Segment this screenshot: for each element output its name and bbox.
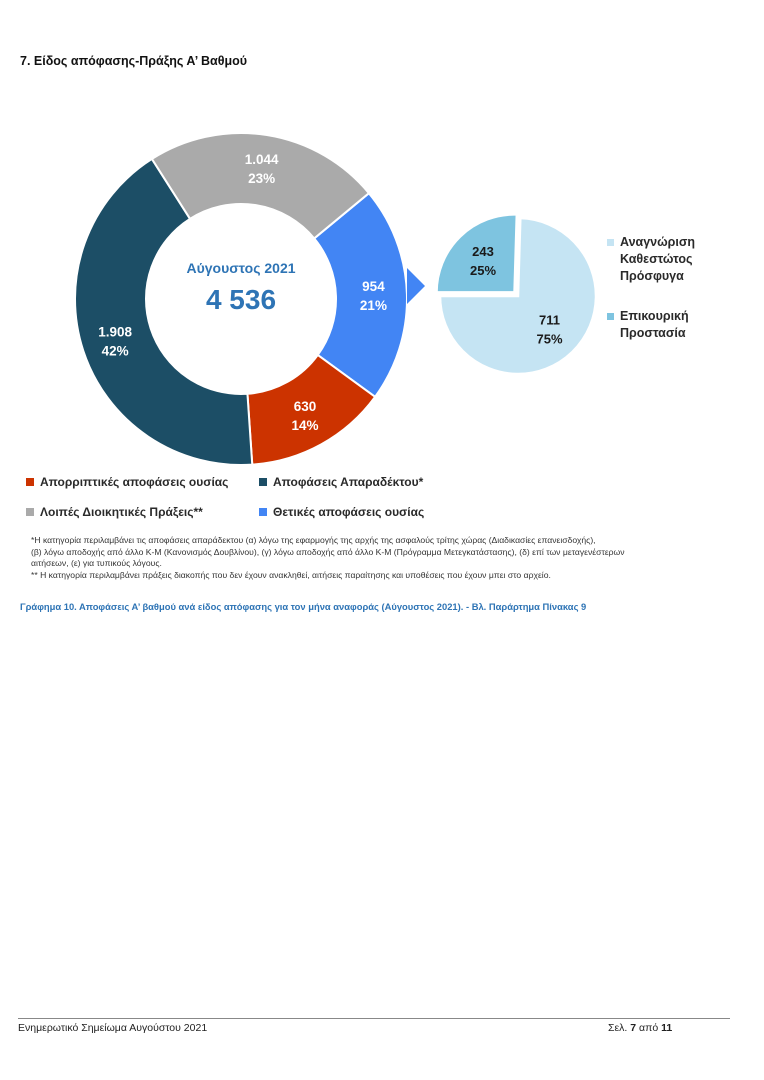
pie-slice-επικουρική-προστασία-percent-label: 25% <box>469 262 497 278</box>
footnote-line: αιτήσεων, (ε) για τυπικούς λόγους. <box>31 558 162 569</box>
pie-legend-item-1-label: Καθεστώτος <box>620 252 693 266</box>
legend-item-positive <box>259 505 424 519</box>
legend-item-other-acts <box>26 505 203 519</box>
footer-page-current: 7 <box>630 1022 637 1034</box>
legend-label-other-acts: Λοιπές Διοικητικές Πράξεις** <box>40 505 203 519</box>
pie-slice-επικουρική-προστασία-value-label: 243 <box>472 243 494 259</box>
donut-slice-θετικές-αποφάσεις-ουσίας-percent-label: 21% <box>359 297 387 313</box>
pie-slice-αναγνώριση-καθεστώτος-πρόσφυγα-percent-label: 75% <box>536 331 563 347</box>
donut-center-label: Αύγουστος 2021 <box>186 260 296 276</box>
donut-slice-λοιπές-διοικητικές-πράξεις-percent-label: 23% <box>248 171 276 187</box>
legend-swatch-other-acts <box>26 508 34 516</box>
legend-label-positive: Θετικές αποφάσεις ουσίας <box>273 505 425 519</box>
pie-legend-item-1-label: Αναγνώριση <box>620 235 696 249</box>
donut-slice-αποφάσεις-απαραδέκτου-value-label: 1.908 <box>98 324 133 340</box>
footnotes <box>31 535 721 581</box>
footer-page-total: 11 <box>661 1022 673 1034</box>
footnote-line: (β) λόγω αποδοχής από άλλο Κ-Μ (Κανονισμός Δουβλίνου), (γ) λόγω αποδοχής από άλλο Κ-Μ (Πρόγραμμα Μετεγκατάστασης), (δ) επί των μεταγενέστερων <box>31 546 625 557</box>
legend-label-rejections: Απορριπτικές αποφάσεις ουσίας <box>40 475 229 489</box>
pie-slice-αναγνώριση-καθεστώτος-πρόσφυγα-value-label: 711 <box>539 312 561 328</box>
pie-legend-item-2-label: Επικουρική <box>620 309 689 323</box>
breakdown-connector-arrow <box>407 268 425 304</box>
donut-slice-απορριπτικές-αποφάσεις-ουσίας-value-label: 630 <box>293 399 317 415</box>
legend-item-rejections <box>26 475 228 489</box>
legend-swatch-positive <box>259 508 267 516</box>
pie-legend-item-2-swatch <box>607 313 614 320</box>
donut-slice-αποφάσεις-απαραδέκτου-percent-label: 42% <box>101 343 129 359</box>
legend-label-inadmissible: Αποφάσεις Απαραδέκτου* <box>273 475 424 489</box>
donut-center-total: 4 536 <box>205 284 277 315</box>
decisions-chart <box>0 0 764 530</box>
pie-legend-item-1-label: Πρόσφυγα <box>620 269 684 283</box>
section-title: 7. Είδος απόφασης-Πράξης Α’ Βαθμού <box>20 54 248 68</box>
figure-caption: Γράφημα 10. Αποφάσεις Α’ βαθμού ανά είδος απόφασης για τον μήνα αναφοράς (Αύγουστος 2021). - Βλ. Παράρτημα Πίνακας 9 <box>20 601 587 612</box>
donut-slice-λοιπές-διοικητικές-πράξεις-value-label: 1.044 <box>244 152 279 168</box>
donut-slice-απορριπτικές-αποφάσεις-ουσίας-percent-label: 14% <box>291 418 319 434</box>
pie-legend-item-2-label: Προστασία <box>620 326 686 340</box>
footnote-line: ** Η κατηγορία περιλαμβάνει πράξεις διακοπής που δεν έχουν ανακληθεί, αιτήσεις παραίτησης και υποθέσεις που έχουν μπει στο αρχείο. <box>31 569 551 580</box>
footer-page-number <box>608 1022 672 1034</box>
legend-swatch-inadmissible <box>259 478 267 486</box>
donut-slice-θετικές-αποφάσεις-ουσίας-value-label: 954 <box>362 278 385 294</box>
legend-item-inadmissible <box>259 475 423 489</box>
pie-legend-item-1-swatch <box>607 239 614 246</box>
footer-divider <box>18 1018 730 1019</box>
footnote-line: *Η κατηγορία περιλαμβάνει τις αποφάσεις απαράδεκτου (α) λόγω της εφαρμογής της αρχής της ασφαλούς τρίτης χώρας (Διαδικασίες επανεισδοχής), <box>31 535 596 545</box>
footer-page-sep: από <box>639 1022 659 1034</box>
legend-swatch-rejections <box>26 478 34 486</box>
footer-page-prefix: Σελ. <box>608 1022 628 1034</box>
footer-document-title: Ενημερωτικό Σημείωμα Αυγούστου 2021 <box>18 1022 208 1034</box>
